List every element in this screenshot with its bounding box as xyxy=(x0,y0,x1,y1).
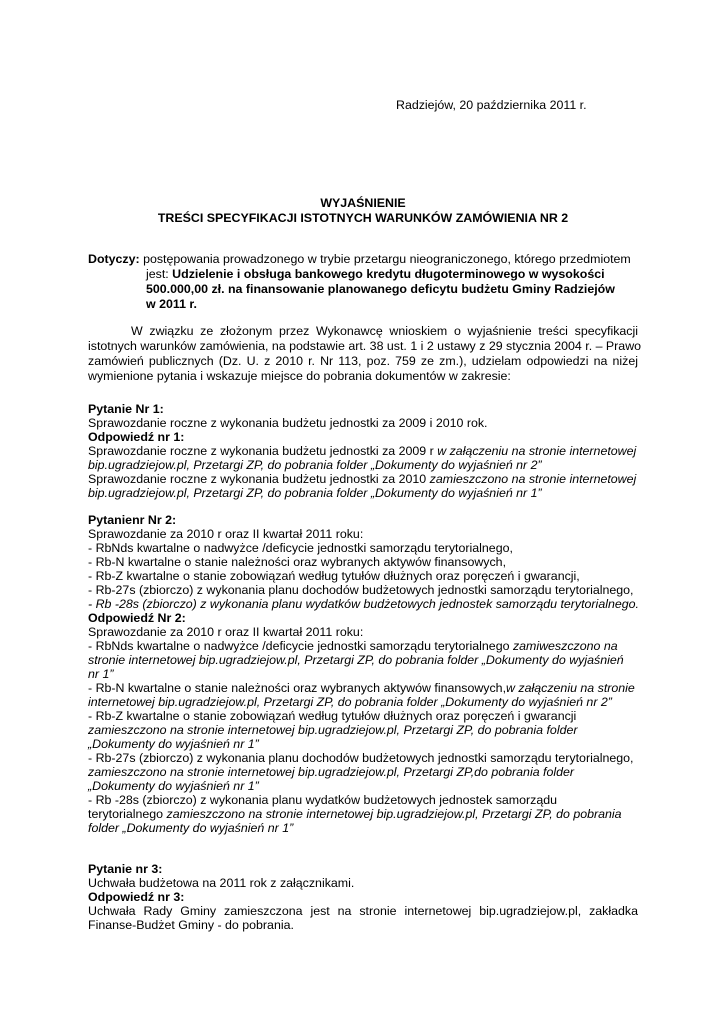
subject-line-2: jest: Udzielenie i obsługa bankowego kredytu długoterminowego w wysokości xyxy=(146,267,605,281)
q2-item: - Rb-Z kwartalne o stanie zobowiązań według tytułów dłużnych oraz poręczeń i gwarancji, xyxy=(88,569,580,583)
q2-answer-5-line-3: folder „Dokumenty do wyjaśnień nr 1” xyxy=(88,821,294,835)
q1-answer-1-line-2: bip.ugradziejow.pl, Przetargi ZP, do pobrania folder „Dokumenty do wyjaśnień nr 2” xyxy=(88,458,542,472)
q1-heading: Pytanie Nr 1: xyxy=(88,402,164,416)
q3-answer-heading: Odpowiedź nr 3: xyxy=(88,890,185,904)
subject-label: Dotyczy: xyxy=(88,252,140,266)
intro-line-4: wymienione pytania i wskazuje miejsce do pobrania dokumentów w zakresie: xyxy=(88,369,511,383)
subject-line-3: 500.000,00 zł. na finansowanie planowanego deficytu budżetu Gminy Radziejów xyxy=(146,282,615,296)
q2-answer-2-line-2: internetowej bip.ugradziejow.pl, Przetargi ZP, do pobrania folder „Dokumenty do wyjaśnień nr 2” xyxy=(88,695,612,709)
q1-text: Sprawozdanie roczne z wykonania budżetu jednostki za 2009 i 2010 rok. xyxy=(88,416,488,430)
q1-answer-heading: Odpowiedź nr 1: xyxy=(88,430,185,444)
q2-answer-1-line-1: - RbNds kwartalne o nadwyżce /deficycie jednostki samorządu terytorialnego zamiweszczono na xyxy=(88,639,618,653)
document-subtitle: TREŚCI SPECYFIKACJI ISTOTNYCH WARUNKÓW ZAMÓWIENIA NR 2 xyxy=(157,211,569,225)
subject-line-1: Dotyczy: postępowania prowadzonego w trybie przetargu nieograniczonego, którego przedmiotem xyxy=(88,252,631,266)
intro-line-1: W związku ze złożonym przez Wykonawcę wnioskiem o wyjaśnienie treści specyfikacji xyxy=(131,324,638,338)
q2-answer-3-line-2: zamieszczono na stronie internetowej bip.ugradziejow.pl, Przetargi ZP, do pobrania folder xyxy=(88,723,578,737)
q2-answer-3-line-1: - Rb-Z kwartalne o stanie zobowiązań według tytułów dłużnych oraz poręczeń i gwarancji xyxy=(88,709,577,723)
q2-answer-3-line-3: „Dokumenty do wyjaśnień nr 1” xyxy=(88,737,259,751)
q2-answer-4-line-1: - Rb-27s (zbiorczo) z wykonania planu dochodów budżetowych jednostki samorządu terytorialnego, xyxy=(88,751,634,765)
q2-answer-5-line-1: - Rb -28s (zbiorczo) z wykonania planu wydatków budżetowych jednostek samorządu xyxy=(88,793,558,807)
q3-answer-line-1: Uchwała Rady Gminy zamieszczona jest na stronie internetowej bip.ugradziejow.pl, zakładka xyxy=(88,904,638,918)
q3-answer-line-2: Finanse-Budżet Gminy - do pobrania. xyxy=(88,918,294,932)
q1-answer-2-line-2: bip.ugradziejow.pl, Przetargi ZP, do pobrania folder „Dokumenty do wyjaśnień nr 1” xyxy=(88,486,542,500)
q2-answer-2-line-1: - Rb-N kwartalne o stanie należności oraz wybranych aktywów finansowych,w załączeniu na stronie xyxy=(88,681,635,695)
q2-item: - Rb-27s (zbiorczo) z wykonania planu dochodów budżetowych jednostki samorządu terytorialnego, xyxy=(88,583,634,597)
place-date: Radziejów, 20 października 2011 r. xyxy=(396,98,587,112)
q2-item: - RbNds kwartalne o nadwyżce /deficycie jednostki samorządu terytorialnego, xyxy=(88,541,513,555)
document-title: WYJAŚNIENIE xyxy=(320,196,406,210)
q2-answer-4-line-2: zamieszczono na stronie internetowej bip.ugradziejow.pl, Przetargi ZP,do pobrania folder xyxy=(88,765,575,779)
q1-answer-2-line-1: Sprawozdanie roczne z wykonania budżetu jednostki za 2010 zamieszczono na stronie internetowej xyxy=(88,472,637,486)
q2-answer-text: Sprawozdanie za 2010 r oraz II kwartał 2011 roku: xyxy=(88,625,364,639)
subject-line-4: w 2011 r. xyxy=(146,297,197,311)
q2-item: - Rb -28s (zbiorczo) z wykonania planu wydatków budżetowych jednostek samorządu terytorialnego. xyxy=(88,597,639,611)
q2-answer-4-line-3: „Dokumenty do wyjaśnień nr 1” xyxy=(88,779,259,793)
intro-line-3: zamówień publicznych (Dz. U. z 2010 r. Nr 113, poz. 759 ze zm.), udzielam odpowiedzi na niżej xyxy=(88,354,638,368)
q2-answer-1-line-2: stronie internetowej bip.ugradziejow.pl, Przetargi ZP, do pobrania folder „Dokumenty do wyjaśnień xyxy=(88,653,624,667)
q3-heading: Pytanie nr 3: xyxy=(88,862,163,876)
intro-line-2: istotnych warunków zamówienia, na podstawie art. 38 ust. 1 i 2 ustawy z 29 stycznia 2004 r. – Prawo xyxy=(88,339,642,353)
q2-heading: Pytanienr Nr 2: xyxy=(88,513,177,527)
q2-item: - Rb-N kwartalne o stanie należności oraz wybranych aktywów finansowych, xyxy=(88,555,507,569)
q3-text: Uchwała budżetowa na 2011 rok z załącznikami. xyxy=(88,876,355,890)
q2-answer-1-line-3: nr 1” xyxy=(88,667,114,681)
q2-answer-heading: Odpowiedź Nr 2: xyxy=(88,611,186,625)
q2-text: Sprawozdanie za 2010 r oraz II kwartał 2011 roku: xyxy=(88,527,364,541)
q1-answer-1-line-1: Sprawozdanie roczne z wykonania budżetu jednostki za 2009 r w załączeniu na stronie internetowej xyxy=(88,444,637,458)
q2-answer-5-line-2: terytorialnego zamieszczono na stronie internetowej bip.ugradziejow.pl, Przetargi ZP, do pobrania xyxy=(88,807,622,821)
